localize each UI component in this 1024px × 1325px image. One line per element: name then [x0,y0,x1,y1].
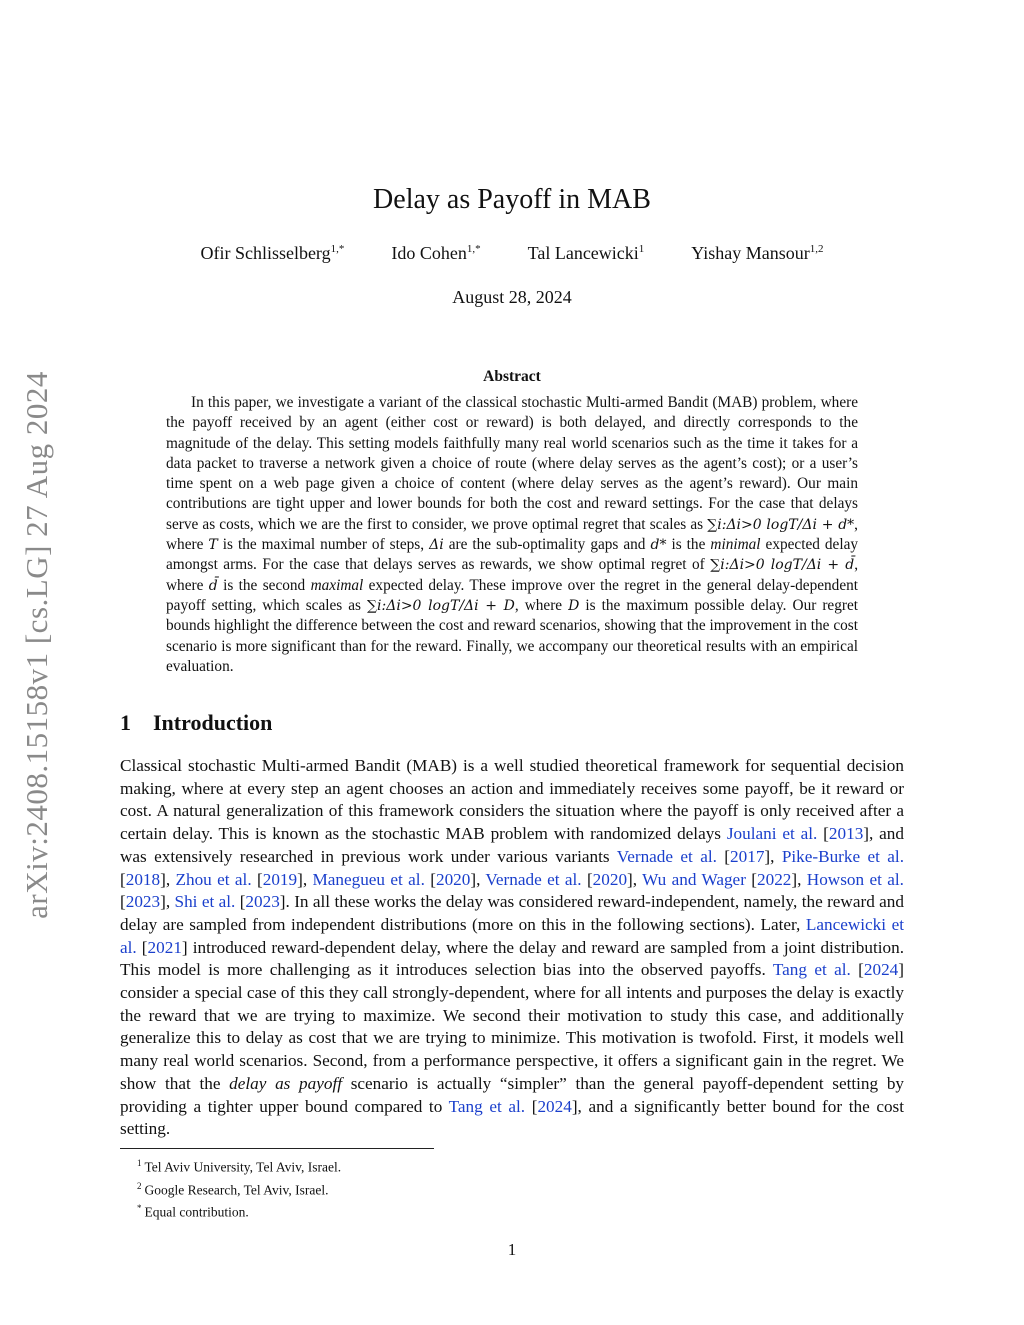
math-expression: ∑i:Δi>0 logT/Δi + D [367,597,515,614]
introduction-paragraph: Classical stochastic Multi-armed Bandit (MAB) is a well studied theoretical framework for sequential decision making, where at every step an agent chooses an action and immediately receives some payoff, be it reward or cost. A natural generalization of this framework considers the situation where the payoff is only received after a certain delay. This is known as the stochastic MAB problem with randomized delays Joulani et al. [2013], and was extensively researched in previous work under various variants Vernade et al. [2017], Pike-Burke et al. [2018], Zhou et al. [2019], Manegueu et al. [2020], Vernade et al. [2020], Wu and Wager [2022], Howson et al. [2023], Shi et al. [2023]. In all these works the delay was considered reward-independent, namely, the reward and delay are sampled from independent distributions (more on this in the following sections). Later, Lancewicki et al. [2021] introduced reward-dependent delay, where the delay and reward are sampled from a joint distribution. This model is more challenging as it introduces selection bias into the observed payoffs. Tang et al. [2024] consider a special case of this they call strongly-dependent, where for all intents and purposes the delay is exactly the reward that we are trying to maximize. We second their motivation to study this case, and additionally generalize this to delay as cost that we are trying to minimize. This motivation is twofold. First, it models well many real world scenarios. Second, from a performance perspective, it offers a significant gain in the regret. We show that the delay as payoff scenario is actually “simpler” than the general payoff-dependent setting by providing a tighter upper bound compared to Tang et al. [2024], and a significantly better bound for the cost setting. [120,756,905,1139]
citation-year-link[interactable]: 2023 [245,892,280,912]
math-expression: ∑i:Δi>0 logT/Δi + d̄ [710,557,855,574]
abstract-heading: Abstract [483,368,541,385]
author-list [0,243,1024,264]
citation-year-link[interactable]: 2020 [592,869,628,889]
author: Ofir Schlisselberg$^{1,*}$ [200,243,345,263]
paper-title: Delay as Payoff in MAB [373,184,651,215]
footnote: $^2$ Google Research, Tel Aviv, Israel. [137,1180,329,1197]
citation-year-link[interactable]: 2024 [863,960,899,980]
author: Yishay Mansour$^{1,2}$ [691,243,824,263]
citation-link[interactable]: Vernade et al. [616,846,717,866]
math-expression: Δi [429,537,444,554]
citation-link[interactable]: Wu and Wager [642,869,746,889]
citation-year-link[interactable]: 2022 [757,869,792,889]
arxiv-identifier: arXiv:2408.15158v1 [cs.LG] 27 Aug 2024 [19,371,55,919]
abstract-text: In this paper, we investigate a variant of the classical stochastic Multi-armed Bandit (MAB) problem, where the payoff received by an agent (either cost or reward) is both delayed, and directly corresponds to the magnitude of the delay. This setting models faithfully many real world scenarios such as the time it takes for a data packet to traverse a network given a choice of route (where delay serves as the agent’s cost); or a user’s time spent on a web page given a choice of content (where delay serves as the agent’s reward). Our main contributions are tight upper and lower bounds for both the cost and reward settings. For the case that delays serve as costs, which we are the first to consider, we prove optimal regret that scales as ∑i:Δi>0 logT/Δi + d*, where T is the maximal number of steps, Δi are the sub-optimality gaps and d* is the minimal expected delay amongst arms. For the case that delays serves as rewards, we show optimal regret of ∑i:Δi>0 logT/Δi + d̄, where d̄ is the second maximal expected delay. These improve over the regret in the general delay-dependent payoff setting, which scales as ∑i:Δi>0 logT/Δi + D, where D is the maximum possible delay. Our regret bounds highlight the difference between the cost and reward scenarios, showing that the improvement in the cost scenario is more significant than for the reward. Finally, we accompany our theoretical results with an empirical evaluation. [166,394,859,675]
math-expression: ∑i:Δi>0 logT/Δi + d* [707,516,855,533]
citation-link[interactable]: Tang et al. [772,960,851,980]
publication-date: August 28, 2024 [452,287,572,307]
citation-year-link[interactable]: 2017 [730,846,765,866]
citation-link[interactable]: Lancewicki et al. [120,914,904,957]
citation-year-link[interactable]: 2024 [537,1096,572,1116]
footnotes [137,1154,341,1222]
math-expression: D [568,597,580,614]
citation-link[interactable]: Vernade et al. [485,869,582,889]
citation-year-link[interactable]: 2023 [125,892,161,912]
citation-year-link[interactable]: 2013 [828,824,864,844]
section-heading: 1 Introduction [120,710,273,735]
math-expression: d̄ [208,577,218,594]
citation-link[interactable]: Tang et al. [448,1096,526,1116]
citation-link[interactable]: Pike-Burke et al. [781,846,904,866]
footnote: $^1$ Tel Aviv University, Tel Aviv, Israel. [137,1158,342,1175]
citation-year-link[interactable]: 2021 [147,937,182,957]
citation-link[interactable]: Joulani et al. [726,824,818,844]
citation-link[interactable]: Howson et al. [806,869,904,889]
page-number: 1 [507,1240,517,1259]
citation-link[interactable]: Shi et al. [174,892,236,912]
citation-link[interactable]: Manegueu et al. [312,869,425,889]
author: Ido Cohen$^{1,*}$ [391,243,481,263]
citation-year-link[interactable]: 2019 [262,869,298,889]
citation-link[interactable]: Zhou et al. [175,869,252,889]
footnote: * Equal contribution. [137,1203,249,1220]
citation-year-link[interactable]: 2018 [125,869,161,889]
citation-year-link[interactable]: 2020 [435,869,471,889]
math-expression: T [208,537,218,554]
author: Tal Lancewicki$^1$ [527,243,645,263]
arxiv-identifier-sidebar [2,350,72,940]
math-expression: d* [650,537,667,554]
footnote-divider [120,1148,434,1149]
